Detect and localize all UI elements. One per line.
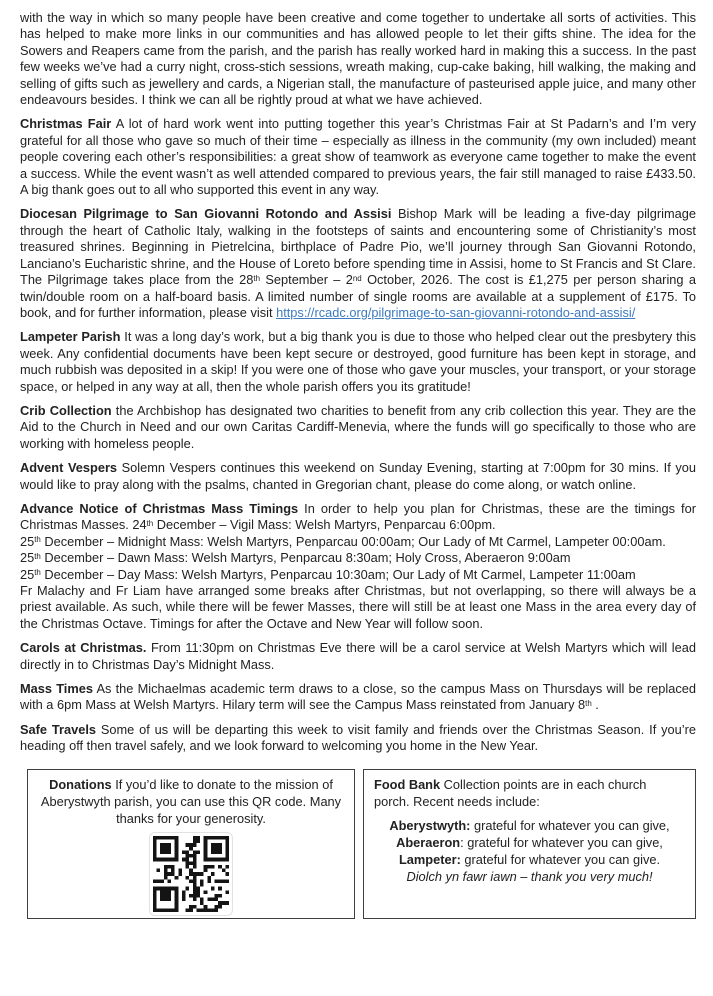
- newsletter-body: [20, 10, 696, 755]
- paragraph-safe-travels: Safe Travels Some of us will be departing this week to visit family and friends over the Christmas Season. If you’re heading off then travel safely, and we look forward to welcoming you home in the New Year.: [20, 721, 696, 754]
- donations-box: [27, 769, 355, 919]
- paragraph-pilgrimage: Diocesan Pilgrimage to San Giovanni Rotondo and Assisi Bishop Mark will be leading a five-day pilgrimage through the heart of Catholic Italy, walking in the footsteps of saints and encountering some of Christianity’s most treasured shrines. Beginning in Pietrelcina, birthplace of Padre Pio, we’ll journey through San Giovanni Rotondo, Lanciano’s Eucharistic shrine, and the House of Loreto before spending time in Assisi, home to St Francis and St Clare. The Pilgrimage takes place from the 28th September – 2nd October, 2026. The cost is £1,275 per person sharing a twin/double room on a half-board basis. A limited number of single rooms are available at a supplement of £175. To book, and for further information, please visit https://rcadc.org/pilgrimage-to-san-giovanni-rotondo-and-assisi/: [20, 206, 697, 320]
- paragraph-crib-collection: Crib Collection the Archbishop has designated two charities to benefit from any crib collection this year. They are the Aid to the Church in Need and our own Caritas Cardiff-Menevia, where the funds will go specifically to those who are working with homeless people.: [20, 402, 696, 451]
- donation-qr-code: [38, 832, 344, 916]
- paragraph-mass-timings: Advance Notice of Christmas Mass Timings In order to help you plan for Christmas, these are the timings for Christmas Masses. 24th December – Vigil Mass: Welsh Martyrs, Penparcau 6:00pm. 25th December – Midnight Mass: Welsh Martyrs, Penparcau 00:00am; Our Lady of Mt Carmel, Lampeter 00:00am. 25th December – Dawn Mass: Welsh Martyrs, Penparcau 8:30am; Holy Cross, Aberaeron 9:00am 25th December – Day Mass: Welsh Martyrs, Penparcau 10:30am; Our Lady of Mt Carmel, Lampeter 11:00am Fr Malachy and Fr Liam have arranged some breaks after Christmas, but not overlapping, so there will always be a priest available. As such, while there will be fewer Masses, there will still be at least one Mass in the area every day of the Christmas Octave. Timings for after the Octave and New Year will follow soon.: [20, 500, 696, 631]
- paragraph-mass-times: Mass Times As the Michaelmas academic term draws to a close, so the campus Mass on Thursdays will be replaced with a 6pm Mass at Welsh Martyrs. Hilary term will see the Campus Mass reinstated from January 8th .: [20, 681, 696, 713]
- paragraph-carols: Carols at Christmas. From 11:30pm on Christmas Eve there will be a carol service at Welsh Martyrs which will lead directly in to Christmas Day’s Midnight Mass.: [20, 640, 696, 672]
- food-bank-box: [363, 769, 696, 919]
- qr-code-image: [153, 836, 229, 912]
- paragraph-lampeter-parish: Lampeter Parish It was a long day’s work, but a big thank you is due to those who helped clear out the presbytery this week. Any confidential documents have been kept secure or destroyed, good furniture has been kept in storage, and much rubbish was deposited in a skip! If you were one of those who gave your muscles, your transport, or your storage space, or helped in any way at all, then the whole parish offers you its gratitude!: [20, 329, 696, 394]
- bottom-boxes: [27, 769, 696, 919]
- paragraph-intro: with the way in which so many people have been creative and come together to undertake all sorts of activities. This has helped to make more links in our communities and has allowed people to let their gifts shine. The idea for the Sowers and Reapers came from the parish, and the parish has really worked hard in making this a success. In the past few weeks we’ve had a curry night, cross-stich sessions, wreath making, cup-cake baking, hill walking, the making and selling of gifts such as jewellery and cards, a Nigerian stall, the manufacture of pasteurised apple juice, and many other endeavours besides. I think we can all be rightly proud at what we have achieved.: [20, 10, 696, 108]
- qr-code-tile: [149, 832, 233, 916]
- paragraph-christmas-fair: Christmas Fair A lot of hard work went into putting together this year’s Christmas Fair at St Padarn’s and I’m very grateful for all those who gave so much of their time – especially as illness in the community (my own included) meant people covering each other’s responsibilities: a great show of teamwork as everyone came together to make the event a success. While the event wasn’t as well attended compared to previous years, the fair still managed to raise £433.50. A big thank goes out to all who supported this event in any way.: [20, 116, 696, 198]
- food-bank-needs: Aberystwyth: grateful for whatever you can give, Aberaeron: grateful for whatever you can give, Lampeter: grateful for whatever you can give. Diolch yn fawr iawn – thank you very much!: [389, 817, 670, 884]
- pilgrimage-link[interactable]: https://rcadc.org/pilgrimage-to-san-giovanni-rotondo-and-assisi/: [276, 304, 636, 320]
- donations-text: Donations If you’d like to donate to the mission of Aberystwyth parish, you can use this QR code. Many thanks for your generosity.: [40, 776, 342, 826]
- paragraph-advent-vespers: Advent Vespers Solemn Vespers continues this weekend on Sunday Evening, starting at 7:00pm for 30 mins. If you would like to pray along with the psalms, chanted in Gregorian chant, please do come along, or watch online.: [20, 460, 696, 492]
- food-bank-intro: Food Bank Collection points are in each church porch. Recent needs include:: [374, 776, 647, 809]
